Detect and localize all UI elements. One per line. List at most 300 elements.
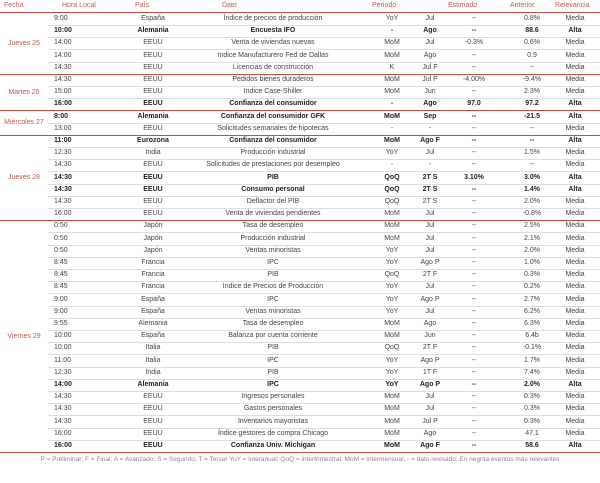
table-row [48,159,600,172]
cell-c: EEUU [143,393,163,401]
cell-e: -- [471,63,477,71]
cell-r: Media [565,295,585,303]
cell-d: Balanza por cuenta corriente [228,332,318,340]
cell-d: Encuesta IFO [250,27,296,35]
cell-c: EEUU [143,51,163,59]
cell-a: 3.0% [524,173,540,181]
cell-a: 0.8% [524,15,540,22]
column-header: Dato [222,2,237,9]
column-header: Anterior [510,2,535,9]
cell-u: QoQ [384,173,400,181]
cell-r: Media [565,39,585,47]
cell-e: -- [471,51,477,59]
cell-p: Jul [425,39,435,47]
table-row [48,62,600,74]
cell-p: 1T F [422,368,438,376]
cell-d: Indice de Precios de Producción [222,283,324,291]
cell-d: PIB [267,173,279,181]
cell-e: -- [471,27,477,35]
cell-d: IPC [267,381,279,388]
cell-c: Alemania [137,112,169,120]
cell-p: Ago [423,429,437,437]
cell-u: MoM [384,76,400,83]
cell-c: Francia [141,259,165,266]
footnote: P = Preliminar; F = Final; A = Avanzado; S = Segundo; T = Tercer YoY = interanual; QoQ = intertrimestral; MoM = intermensual; - = dato revisado. En negrita eventos más relevantes [40,456,560,463]
cell-u: QoQ [384,344,400,352]
table-row [48,74,600,87]
cell-p: Jul [425,393,435,401]
day-divider [0,452,600,453]
cell-e: -- [471,198,477,205]
table-row [48,25,600,38]
cell-u: YoY [385,283,399,291]
cell-a: 0.6% [524,39,540,47]
table-row [48,403,600,416]
cell-a: -- [529,63,535,71]
cell-u: MoM [384,234,400,242]
cell-a: 58.6 [525,442,539,449]
cell-r: Media [565,246,585,254]
cell-u: YoY [385,368,399,376]
cell-p: Ago P [420,295,440,303]
cell-p: Ago [423,100,437,108]
cell-r: Alta [568,381,582,388]
table-row [48,147,600,160]
cell-a: 2.1% [524,234,540,242]
cell-a: 6.4b [525,332,539,340]
cell-t: 9:55 [54,320,68,327]
cell-u: YoY [385,381,399,388]
cell-e: -- [471,222,477,230]
cell-d: IPC [267,295,279,303]
cell-c: Japón [143,234,163,242]
table-header [0,0,600,12]
cell-c: EEUU [143,442,163,449]
cell-e: -- [471,356,477,364]
cell-p: 2T F [422,271,438,279]
table-row [48,196,600,209]
cell-r: Media [565,429,585,437]
cell-d: PIB [267,368,279,376]
day-label: Viernes 29 [7,332,41,340]
day-label: Martes 26 [8,88,40,96]
cell-d: Tasa de desempleo [242,222,304,230]
cell-p: - [428,124,432,132]
day-label: Jueves 28 [8,174,40,182]
cell-t: 10:00 [54,344,72,352]
cell-c: EEUU [143,161,163,169]
column-header: Hora Local [62,2,96,9]
cell-u: YoY [385,356,399,364]
cell-t: 0:50 [54,222,68,230]
table-row [48,440,600,452]
cell-a: 2.0% [524,246,540,254]
cell-c: España [141,295,165,303]
cell-u: MoM [384,393,400,401]
cell-c: Italia [145,356,161,364]
column-header: Relevancia [555,2,590,9]
table-row [48,257,600,270]
cell-p: Jul [425,210,435,218]
column-header: País [135,2,150,9]
cell-t: 8:45 [54,259,68,266]
cell-p: Jul [425,246,435,254]
cell-d: Licencias de construcción [232,63,314,71]
cell-t: 14:30 [54,161,72,169]
cell-u: YoY [385,15,399,22]
cell-p: Sep [423,112,437,120]
cell-c: EEUU [143,39,163,47]
cell-c: EEUU [143,429,163,437]
cell-c: Francia [141,271,165,279]
cell-r: Media [565,222,585,230]
cell-a: -21.5 [524,112,540,120]
cell-e: -- [471,393,477,401]
cell-p: Ago F [420,137,440,144]
cell-d: PIB [267,271,279,279]
cell-t: 14:30 [54,198,72,205]
cell-e: -- [471,161,477,169]
table-row [48,220,600,233]
table-row [48,172,600,185]
cell-r: Media [565,417,585,425]
cell-c: India [145,368,161,376]
cell-p: Ago [423,51,437,59]
cell-e: -- [471,185,477,193]
cell-t: 11:00 [54,137,72,144]
cell-d: Indice Case-Shiller [243,88,303,96]
cell-r: Media [565,76,585,83]
cell-r: Media [565,259,585,266]
table-row [48,123,600,135]
cell-e: -- [471,149,477,157]
cell-a: 88.6 [525,27,539,35]
table-row [48,294,600,307]
cell-c: EEUU [143,173,163,181]
cell-r: Media [565,283,585,291]
cell-p: Jul [425,222,435,230]
cell-d: Gastos personales [243,405,303,413]
cell-u: MoM [384,88,400,96]
cell-c: EEUU [143,88,163,96]
cell-t: 16:00 [54,100,72,108]
cell-e: -- [471,442,477,449]
cell-c: EEUU [143,417,163,425]
cell-p: Jun [424,88,436,96]
table-row [48,379,600,392]
cell-c: EEUU [143,76,163,83]
cell-u: - [390,100,394,108]
cell-u: MoM [384,39,400,47]
cell-p: Ago F [420,442,440,449]
cell-a: 6.3% [524,320,540,327]
cell-r: Media [565,368,585,376]
cell-e: -- [471,210,477,218]
cell-d: Confianza Univ. Michigan [230,442,316,449]
day-label: Miércoles 27 [4,119,44,127]
cell-e: -- [471,368,477,376]
cell-r: Alta [568,100,582,108]
cell-t: 14:30 [54,393,72,401]
cell-d: Solicitudes semanales de hipotecas [217,124,329,132]
cell-a: 2.5% [524,222,540,230]
cell-p: Jun [424,332,436,340]
cell-u: YoY [385,149,399,157]
cell-c: Alemania [137,27,169,35]
cell-e: -- [471,124,477,132]
cell-t: 14:00 [54,51,72,59]
cell-e: -4.00% [462,76,486,83]
cell-p: 2T S [422,198,438,205]
cell-c: Japón [143,222,163,230]
cell-t: 9:00 [54,307,68,315]
cell-e: -- [471,234,477,242]
cell-r: Media [565,393,585,401]
cell-d: IPC [267,356,279,364]
table-row [48,208,600,220]
cell-a: 1.4% [524,185,540,193]
cell-a: 6.2% [524,307,540,315]
table-row [48,269,600,282]
cell-p: Jul [425,149,435,157]
cell-d: IPC [267,259,279,266]
cell-c: Eurozona [137,137,169,144]
cell-p: 2T F [422,344,438,352]
cell-e: -- [471,246,477,254]
cell-p: Jul [425,307,435,315]
cell-d: Producción industrial [240,234,306,242]
cell-u: MoM [384,137,400,144]
cell-e: -- [471,283,477,291]
table-row [48,281,600,294]
cell-p: 2T S [422,173,438,181]
cell-d: Confianza del consumidor [229,137,317,144]
table-row [48,233,600,246]
cell-u: K [389,63,395,71]
cell-p: Ago [423,320,437,327]
cell-t: 14:30 [54,63,72,71]
cell-e: -- [471,259,477,266]
cell-a: 2.3% [524,88,540,96]
cell-t: 14:30 [54,173,72,181]
cell-a: 0.2% [524,283,540,291]
cell-p: Jul [425,405,435,413]
cell-d: Deflactor del PIB [246,198,300,205]
cell-t: 9:00 [54,295,68,303]
cell-e: -- [471,405,477,413]
cell-d: Ventas minoristas [245,307,301,315]
cell-u: MoM [384,442,400,449]
cell-a: -0.8% [522,210,542,218]
cell-a: -9.4% [522,76,542,83]
cell-u: QoQ [384,185,400,193]
cell-a: -- [529,124,535,132]
cell-u: MoM [384,222,400,230]
column-header: Periodo [372,2,397,9]
table-row [48,184,600,197]
cell-r: Media [565,356,585,364]
cell-a: 97.2 [525,100,539,108]
cell-d: Venta de viviendas pendientes [225,210,321,218]
column-header: Estimado [448,2,478,9]
cell-a: 1.7% [524,356,540,364]
cell-a: 0.3% [524,271,540,279]
cell-a: 2.7% [524,295,540,303]
cell-t: 12:30 [54,149,72,157]
cell-p: Ago P [420,259,440,266]
table-row [48,367,600,380]
cell-r: Media [565,88,585,96]
cell-r: Media [565,161,585,169]
cell-t: 8:00 [54,112,69,120]
cell-r: Media [565,15,585,22]
cell-c: Alemania [138,320,168,327]
cell-r: Alta [568,173,582,181]
cell-d: Pedidos bienes duraderos [232,76,314,83]
cell-d: Indice Manufacturero Fed de Dallas [217,51,329,59]
cell-d: Ingresos personales [241,393,305,401]
cell-e: -- [471,307,477,315]
table-row [48,306,600,319]
table-row [48,13,600,26]
cell-u: - [390,27,394,35]
cell-u: - [390,124,394,132]
cell-t: 8:45 [54,271,68,279]
cell-p: - [428,161,432,169]
cell-a: 0.3% [524,393,540,401]
cell-r: Media [565,332,585,340]
table-row [48,416,600,429]
cell-a: 0.3% [524,417,540,425]
table-row [48,135,600,148]
cell-r: Media [565,405,585,413]
cell-r: Alta [568,112,582,120]
cell-r: Media [565,63,585,71]
cell-e: -- [471,332,477,340]
cell-a: -0.1% [522,344,542,352]
cell-u: MoM [384,320,400,327]
cell-t: 15:00 [54,88,72,96]
cell-r: Media [565,307,585,315]
table-row [48,428,600,441]
cell-u: YoY [385,259,399,266]
cell-d: Confianza del consumidor GFK [220,112,326,120]
cell-p: Jul F [422,63,438,71]
cell-c: EEUU [143,198,163,205]
cell-t: 12:30 [54,368,72,376]
cell-p: Jul P [422,76,438,83]
cell-t: 11:00 [54,356,71,364]
cell-c: EEUU [143,185,163,193]
cell-u: MoM [384,51,400,59]
cell-r: Alta [568,27,582,35]
table-row [48,391,600,404]
cell-p: Jul P [422,417,438,425]
cell-r: Media [565,149,585,157]
cell-a: 0.3% [524,405,540,413]
table-row [48,355,600,368]
table-row [48,37,600,50]
cell-r: Alta [568,137,582,144]
cell-t: 16:00 [54,442,72,449]
cell-t: 10:00 [54,27,72,35]
cell-d: Índice de precios de producción [223,15,323,22]
cell-t: 8:45 [54,283,68,291]
cell-c: EEUU [143,405,163,413]
cell-u: QoQ [384,271,400,279]
cell-e: -- [471,271,477,279]
cell-e: -0.3% [464,39,484,47]
cell-u: - [390,161,394,169]
cell-c: Japón [143,246,163,254]
cell-r: Media [565,51,585,59]
cell-r: Media [565,320,585,327]
cell-d: Ventas minoristas [245,246,301,254]
cell-p: Ago P [420,356,440,364]
cell-d: Consumo personal [241,185,305,193]
cell-r: Alta [568,185,582,193]
cell-d: Confianza del consumidor [229,100,317,108]
cell-a: 1.5% [524,149,540,157]
cell-u: MoM [384,417,400,425]
cell-u: MoM [384,112,400,120]
cell-p: 2T S [422,185,438,193]
cell-t: 14:30 [54,417,72,425]
cell-t: 14:00 [54,39,72,47]
cell-a: 7.4% [524,368,540,376]
day-label: Jueves 25 [8,40,40,47]
table-row [48,86,600,99]
cell-c: EEUU [143,210,163,218]
cell-e: 3.10% [464,173,484,181]
cell-t: 14:30 [54,76,72,83]
cell-e: -- [471,417,477,425]
cell-t: 13:00 [54,124,72,132]
cell-e: 97.0 [467,100,481,108]
cell-u: YoY [385,307,399,315]
cell-u: YoY [385,246,399,254]
cell-c: España [141,15,165,22]
cell-u: MoM [384,210,400,218]
cell-d: PIB [267,344,279,352]
cell-e: -- [471,112,477,120]
cell-t: 0:50 [54,246,68,254]
cell-a: 47.1 [525,429,539,437]
cell-p: Ago P [419,381,441,388]
cell-d: Solicitudes de prestaciones por desempleo [206,161,340,169]
cell-r: Media [565,344,585,352]
table-row [48,245,600,258]
cell-a: 2.0% [524,198,540,205]
cell-a: -- [529,161,535,169]
cell-c: EEUU [143,124,163,132]
cell-a: 2.0% [524,381,540,388]
cell-c: España [141,307,165,315]
table-row [48,342,600,355]
cell-e: -- [471,320,477,327]
cell-d: Venta de viviendas nuevas [231,39,315,47]
cell-p: Jul [425,15,435,22]
cell-u: QoQ [384,198,400,205]
cell-d: Tasa de desempleo [242,320,304,327]
cell-t: 0:50 [54,234,68,242]
cell-r: Media [565,124,585,132]
column-header: Fecha [4,2,24,9]
table-row [48,330,600,343]
cell-t: 14:30 [54,405,72,413]
cell-t: 9:00 [54,15,68,22]
cell-a: 1.0% [524,259,540,266]
